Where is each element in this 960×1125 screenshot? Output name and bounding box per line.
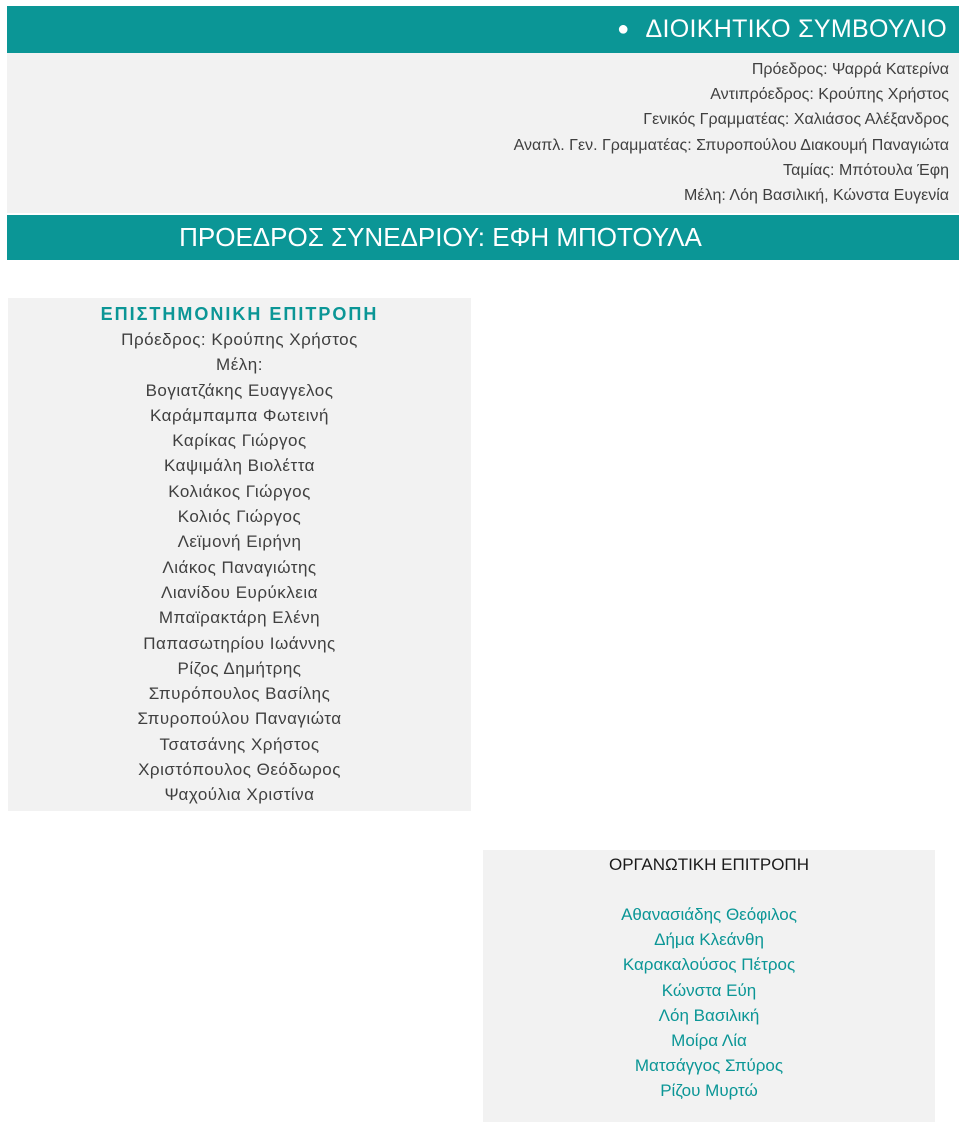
organizing-member: Ρίζου Μυρτώ [660, 1081, 758, 1101]
scientific-member: Λιανίδου Ευρύκλεια [161, 582, 318, 602]
organizing-member: Μοίρα Λία [671, 1031, 747, 1051]
board-header [7, 6, 959, 53]
scientific-member: Ρίζος Δημήτρης [177, 658, 302, 678]
scientific-member: Λεϊμονή Ειρήνη [177, 532, 302, 552]
organizing-member: Ματσάγγος Σπύρος [634, 1056, 784, 1076]
scientific-member: Παπασωτηρίου Ιωάννης [143, 633, 336, 653]
board-members-panel [7, 53, 959, 213]
scientific-member: Καράμπαμπα Φωτεινή [149, 405, 330, 425]
board-line-secretary: Γενικός Γραμματέας: Χαλιάσος Αλέξανδρος [643, 111, 949, 129]
scientific-member: Σπυροπούλου Παναγιώτα [137, 709, 342, 729]
organizing-member: Αθανασιάδης Θεόφιλος [621, 905, 797, 924]
organizing-member: Κώνστα Εύη [661, 980, 757, 1000]
organizing-committee-panel [483, 850, 935, 1122]
board-title-row [617, 6, 947, 53]
conference-chair-bar [7, 215, 959, 260]
scientific-member: Κολιάκος Γιώργος [168, 481, 311, 501]
scientific-member: Σπυρόπουλος Βασίλης [148, 684, 331, 704]
scientific-member: Καρίκας Γιώργος [172, 431, 307, 451]
scientific-committee-title: ΕΠΙΣΤΗΜΟΝΙΚΗ ΕΠΙΤΡΟΠΗ [100, 304, 379, 324]
scientific-member: Χριστόπουλος Θεόδωρος [138, 760, 341, 780]
organizing-member: Καρακαλούσος Πέτρος [622, 955, 796, 975]
scientific-committee-members-label: Μέλη: [216, 355, 263, 375]
organizing-committee-list [483, 902, 935, 1104]
scientific-member: Μπαϊρακτάρη Ελένη [158, 608, 321, 628]
organizing-committee-title: ΟΡΓΑΝΩΤΙΚΗ ΕΠΙΤΡΟΠΗ [609, 855, 809, 874]
board-line-members: Μέλη: Λόη Βασιλική, Κώνστα Ευγενία [684, 187, 949, 205]
scientific-committee-chair: Πρόεδρος: Κρούπης Χρήστος [121, 330, 358, 349]
organizing-member: Λόη Βασιλική [658, 1005, 760, 1025]
scientific-member: Βογιατζάκης Ευαγγελος [145, 380, 334, 400]
scientific-member: Κολιός Γιώργος [177, 507, 302, 527]
board-line-president: Πρόεδρος: Ψαρρά Κατερίνα [751, 61, 949, 78]
scientific-member: Ψαχούλια Χριστίνα [164, 785, 315, 805]
board-line-treasurer: Ταμίας: Μπότουλα Έφη [783, 161, 949, 179]
bullet-icon: ● [617, 18, 630, 40]
scientific-member: Τσατσάνης Χρήστος [159, 734, 320, 754]
scientific-member: Καψιμάλη Βιολέττα [164, 456, 315, 476]
board-line-vice-president: Αντιπρόεδρος: Κρούπης Χρήστος [710, 86, 949, 104]
scientific-member: Λιάκος Παναγιώτης [162, 557, 317, 577]
scientific-committee-panel [8, 298, 471, 811]
organizing-member: Δήμα Κλεάνθη [654, 930, 764, 950]
board-line-deputy-secretary: Αναπλ. Γεν. Γραμματέας: Σπυροπούλου Διακουμή Παναγιώτα [513, 136, 949, 154]
board-title: ΔΙΟΙΚΗΤΙΚΟ ΣΥΜΒΟΥΛΙΟ [645, 15, 947, 43]
conference-chair: ΠΡΟΕΔΡΟΣ ΣΥΝΕΔΡΙΟΥ: ΕΦΗ ΜΠΟΤΟΥΛΑ [179, 222, 702, 252]
